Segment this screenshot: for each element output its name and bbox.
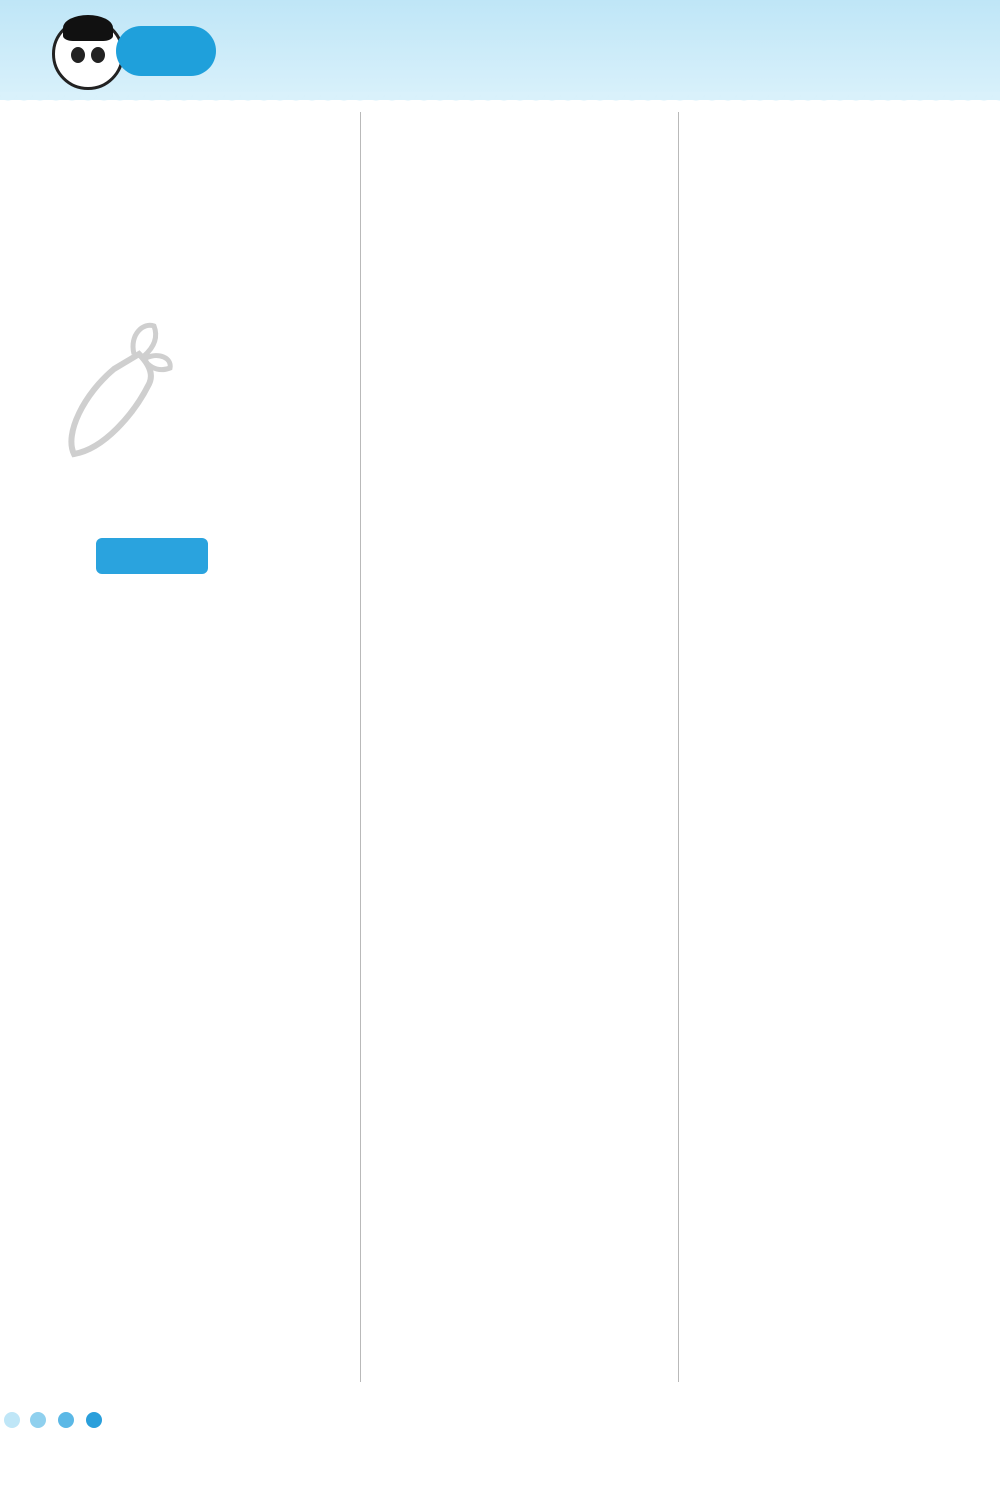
unit-badge (96, 538, 208, 574)
page-header (0, 0, 1000, 100)
series-logo (116, 26, 216, 76)
mascot-logo-icon (52, 18, 124, 90)
column-divider (678, 112, 679, 1382)
column-divider (360, 112, 361, 1382)
carrot-decoration-icon (54, 314, 174, 474)
mascot-eye-icon (71, 47, 85, 63)
mascot-eye-icon (91, 47, 105, 63)
footer-dots-icon (0, 1408, 110, 1432)
